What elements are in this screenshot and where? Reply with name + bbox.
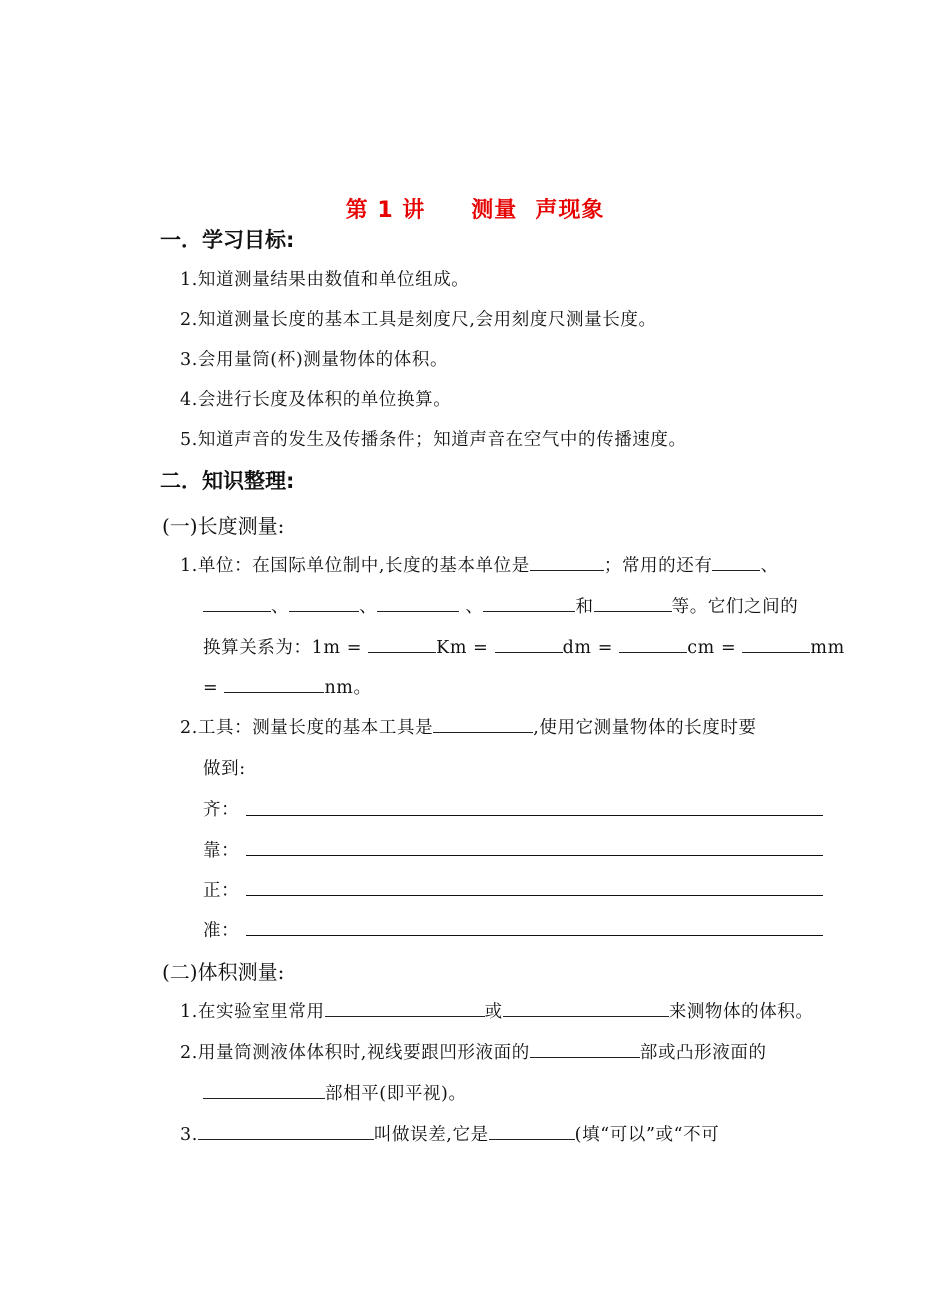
objective-item: 4.会进行长度及体积的单位换算。: [180, 390, 452, 410]
blank-convex[interactable]: [203, 1080, 325, 1099]
blank-cm[interactable]: [619, 634, 687, 653]
objective-item: 5.知道声音的发生及传播条件；知道声音在空气中的传播速度。: [180, 430, 687, 450]
blank-error-avoid[interactable]: [489, 1121, 575, 1140]
answer-line-kao[interactable]: [246, 855, 823, 856]
page-title: [0, 193, 950, 224]
conversion-line-2: = nm。: [203, 674, 372, 699]
objective-item: 3.会用量筒(杯)测量物体的体积。: [180, 350, 449, 370]
blank-dm[interactable]: [495, 634, 563, 653]
label-zheng: 正：: [203, 881, 240, 901]
blank-unit-6[interactable]: [594, 593, 672, 612]
blank-unit-4[interactable]: [377, 593, 459, 612]
objective-item: 2.知道测量长度的基本工具是刻度尺,会用刻度尺测量长度。: [180, 310, 657, 330]
tool-line-cont: 做到:: [203, 759, 246, 779]
answer-line-zhun[interactable]: [246, 935, 823, 936]
blank-mm[interactable]: [742, 634, 810, 653]
label-zhun: 准：: [203, 921, 240, 941]
unit-line-2: 、 、 、 和 等。它们之间的: [203, 593, 798, 618]
blank-error-def[interactable]: [198, 1121, 374, 1140]
volume-item-3: 3. 叫做误差,它是 (填“可以”或“不可: [180, 1121, 719, 1146]
tool-line: 2.工具：测量长度的基本工具是 ,使用它测量物体的长度时要: [180, 714, 757, 739]
label-qi: 齐：: [203, 800, 240, 820]
section-heading-knowledge: 二．知识整理:: [160, 469, 295, 493]
blank-tool[interactable]: [433, 714, 533, 733]
blank-nm[interactable]: [224, 674, 324, 693]
subsection-heading-length: (一)长度测量:: [162, 514, 285, 538]
answer-line-qi[interactable]: [246, 815, 823, 816]
title-lecture: 第 1 讲: [345, 198, 426, 223]
answer-line-zheng[interactable]: [246, 895, 823, 896]
blank-unit-5[interactable]: [483, 593, 575, 612]
blank-unit-2[interactable]: [203, 593, 271, 612]
blank-base-unit[interactable]: [530, 552, 604, 571]
volume-item-2-cont: 部相平(即平视)。: [203, 1080, 467, 1105]
blank-unit-3[interactable]: [289, 593, 359, 612]
label-kao: 靠：: [203, 841, 240, 861]
section-heading-objectives: 一．学习目标:: [160, 228, 295, 252]
unit-line-1: 1.单位：在国际单位制中,长度的基本单位是 ；常用的还有 、: [180, 552, 779, 577]
title-sound: 声现象: [535, 198, 605, 223]
objective-item: 1.知道测量结果由数值和单位组成。: [180, 270, 470, 290]
blank-volume-tool-2[interactable]: [503, 998, 669, 1017]
blank-unit-1[interactable]: [712, 552, 760, 571]
subsection-heading-volume: (二)体积测量:: [162, 960, 285, 984]
blank-volume-tool-1[interactable]: [325, 998, 485, 1017]
volume-item-1: 1.在实验室里常用 或 来测物体的体积。: [180, 998, 814, 1023]
conversion-line: 换算关系为：1m = Km = dm = cm = mm: [203, 634, 845, 659]
title-measurement: 测量: [471, 198, 518, 223]
blank-concave[interactable]: [530, 1039, 640, 1058]
blank-km[interactable]: [368, 634, 436, 653]
volume-item-2: 2.用量筒测液体体积时,视线要跟凹形液面的 部或凸形液面的: [180, 1039, 767, 1064]
